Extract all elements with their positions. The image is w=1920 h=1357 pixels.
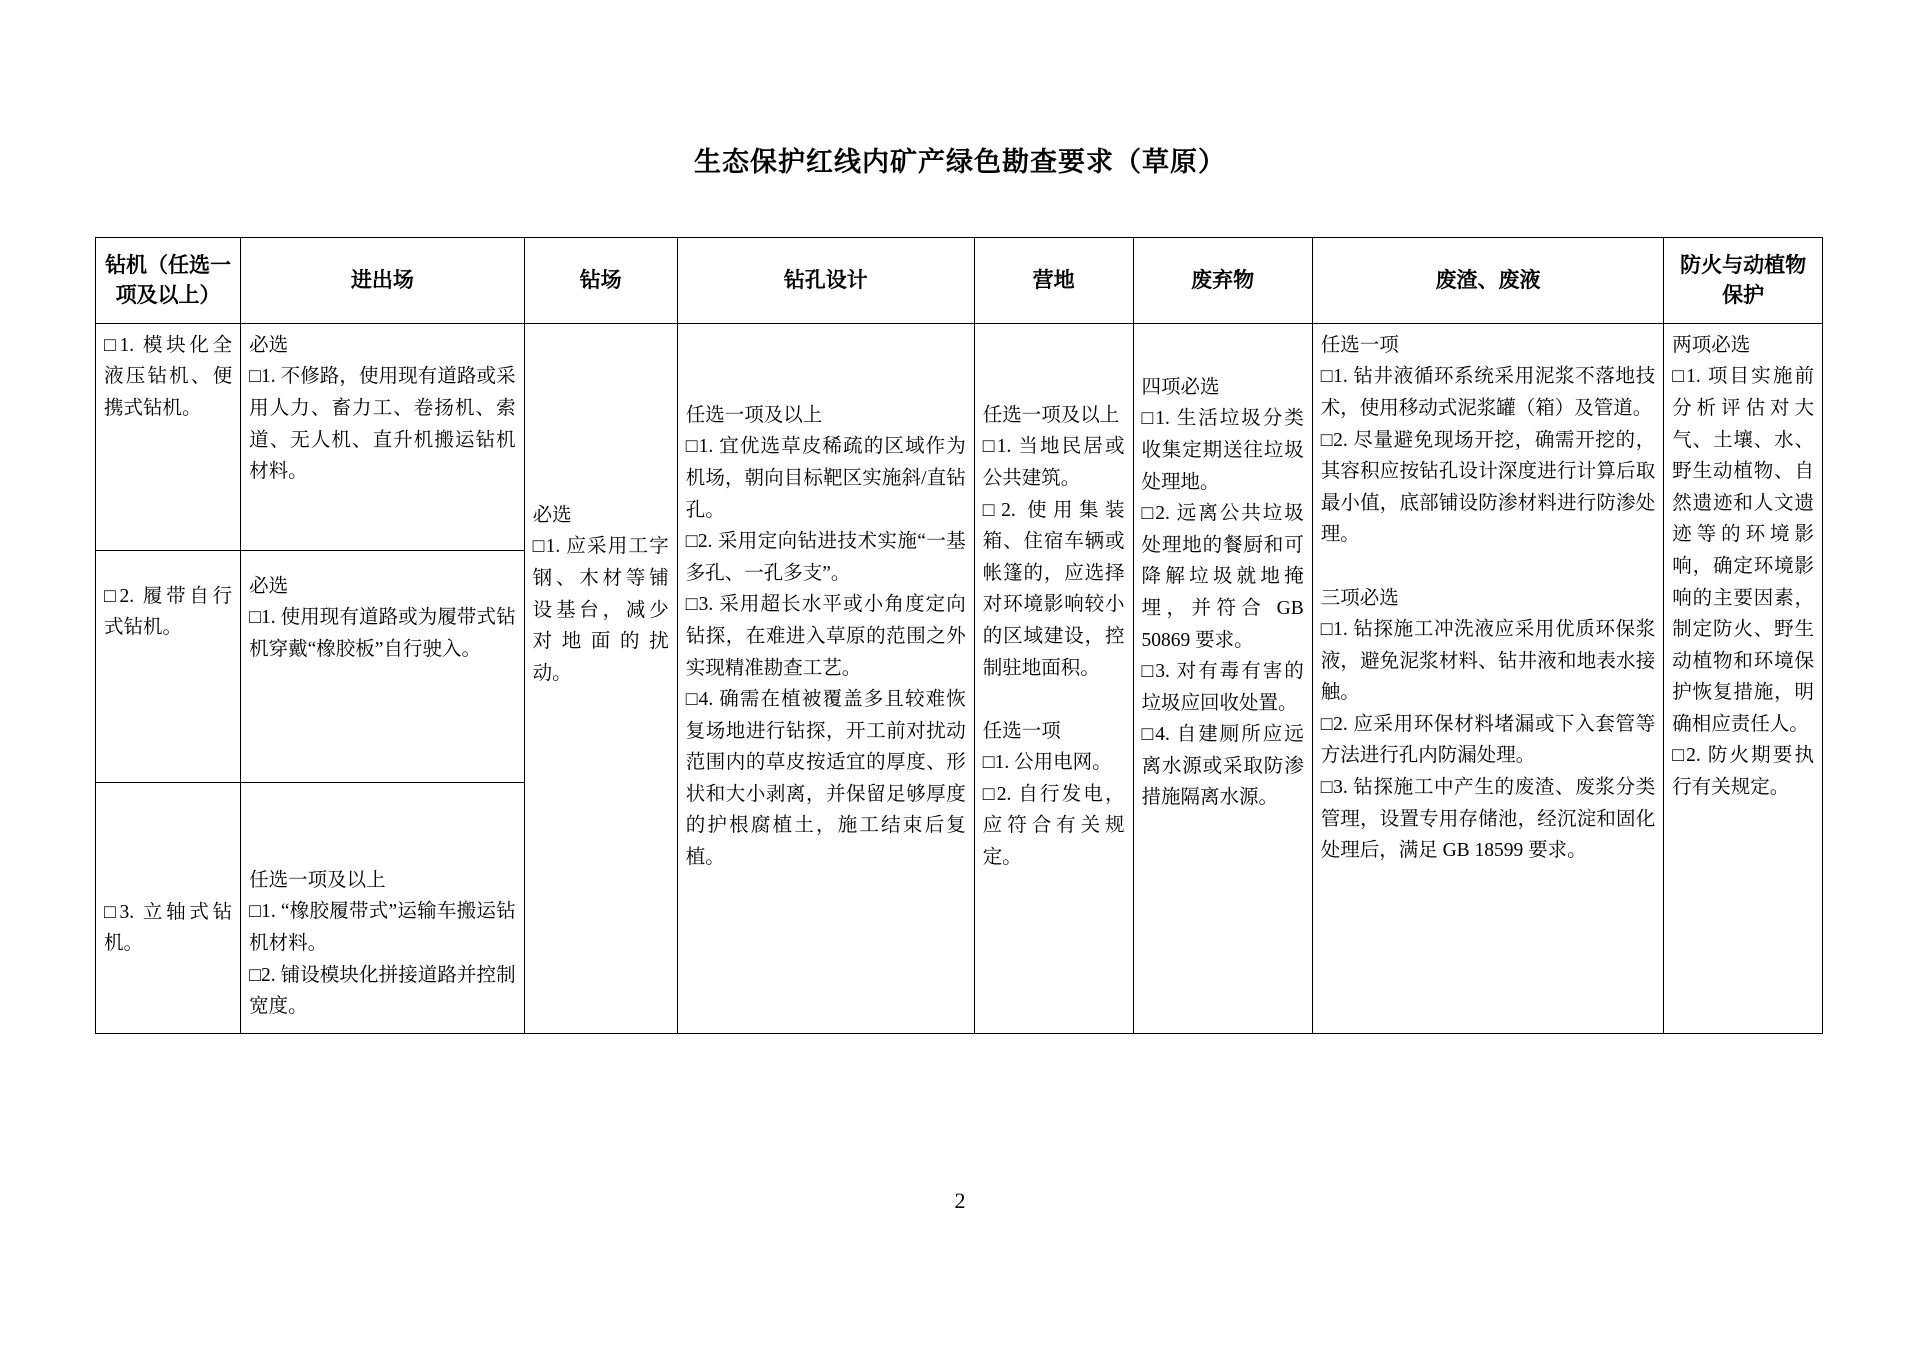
site-cell-text: 必选 □1. 应采用工字钢、木材等铺设基台，减少对地面的扰动。: [532, 504, 669, 684]
fire-cell[interactable]: [1664, 323, 1823, 1033]
access-cell-1-text: 必选 □1. 不修路，使用现有道路或采用人力、畜力工、卷扬机、索道、无人机、直升机搬运钻机材料。: [249, 334, 516, 483]
drill-option-1[interactable]: [96, 323, 241, 550]
column-header-camp: 营地: [974, 238, 1133, 324]
drill-option-2-text: □2. 履带自行式钻机。: [104, 585, 233, 639]
page-title: 生态保护红线内矿产绿色勘查要求（草原）: [694, 147, 1226, 177]
drill-option-3[interactable]: [96, 782, 241, 1033]
waste-cell[interactable]: [1133, 323, 1312, 1033]
access-cell-3-text: 任选一项及以上 □1. “橡胶履带式”运输车搬运钻机材料。 □2. 铺设模块化拼接道路并控制宽度。: [249, 869, 516, 1018]
hole-design-cell-text: 任选一项及以上 □1. 宜优选草皮稀疏的区域作为机场，朝向目标靶区实施斜/直钻孔。 □2. 采用定向钻进技术实施“一基多孔、一孔多支”。 □3. 采用超长水平或小角度定向钻探，在难进入草原的范围之外实现精准勘查工艺。 □4. 确需在植被覆盖多且较难恢复场地进行钻探，开工前对扰动范围内的草皮按适宜的厚度、形状和大小剥离，并保留足够厚度的护根腐植土，施工结束后复植。: [685, 404, 966, 868]
access-cell-2-text: 必选 □1. 使用现有道路或为履带式钻机穿戴“橡胶板”自行驶入。: [249, 575, 516, 661]
column-header-drill: 钻机（任选一项及以上）: [96, 238, 241, 324]
column-header-site: 钻场: [524, 238, 677, 324]
access-cell-2[interactable]: [241, 550, 524, 782]
hole-design-cell[interactable]: [677, 323, 974, 1033]
requirements-table: [95, 237, 1823, 1034]
column-header-slag: 废渣、废液: [1312, 238, 1664, 324]
site-cell[interactable]: [524, 323, 677, 1033]
drill-option-3-text: □3. 立轴式钻机。: [104, 901, 233, 955]
slag-cell[interactable]: [1312, 323, 1664, 1033]
camp-cell[interactable]: [974, 323, 1133, 1033]
slag-cell-text: 任选一项 □1. 钻井液循环系统采用泥浆不落地技术，使用移动式泥浆罐（箱）及管道。 □2. 尽量避免现场开挖，确需开挖的，其容积应按钻孔设计深度进行计算后取最小值，底部铺设防渗材料进行防渗处理。 三项必选 □1. 钻探施工冲洗液应采用优质环保浆液，避免泥浆材料、钻井液和地表水接触。 □2. 应采用环保材料堵漏或下入套管等方法进行孔内防漏处理。 □3. 钻探施工中产生的废渣、废浆分类管理，设置专用存储池，经沉淀和固化处理后，满足 GB 18599 要求。: [1320, 334, 1656, 862]
table-header-row: [96, 238, 1823, 324]
column-header-access: 进出场: [241, 238, 524, 324]
column-header-waste: 废弃物: [1133, 238, 1312, 324]
drill-option-2[interactable]: [96, 550, 241, 782]
page-number: 2: [954, 1188, 966, 1213]
drill-option-1-text: □1. 模块化全液压钻机、便携式钻机。: [104, 334, 233, 420]
camp-cell-text: 任选一项及以上 □1. 当地民居或公共建筑。 □2. 使用集装箱、住宿车辆或帐篷的，应选择对环境影响较小的区域建设，控制驻地面积。 任选一项 □1. 公用电网。 □2. 自行发电，应符合有关规定。: [982, 404, 1125, 868]
access-cell-1[interactable]: [241, 323, 524, 550]
column-header-hole-design: 钻孔设计: [677, 238, 974, 324]
waste-cell-text: 四项必选 □1. 生活垃圾分类收集定期送往垃圾处理地。 □2. 远离公共垃圾处理地的餐厨和可降解垃圾就地掩埋，并符合 GB 50869 要求。 □3. 对有毒有害的垃圾应回收处置。 □4. 自建厕所应远离水源或采取防渗措施隔离水源。: [1141, 376, 1304, 809]
column-header-fire: 防火与动植物保护: [1664, 238, 1823, 324]
fire-cell-text: 两项必选 □1. 项目实施前分析评估对大气、土壤、水、野生动植物、自然遗迹和人文遗迹等的环境影响，确定环境影响的主要因素，制定防火、野生动植物和环境保护恢复措施，明确相应责任人。 □2. 防火期要执行有关规定。: [1672, 334, 1814, 798]
table-row: [96, 323, 1823, 550]
access-cell-3[interactable]: [241, 782, 524, 1033]
